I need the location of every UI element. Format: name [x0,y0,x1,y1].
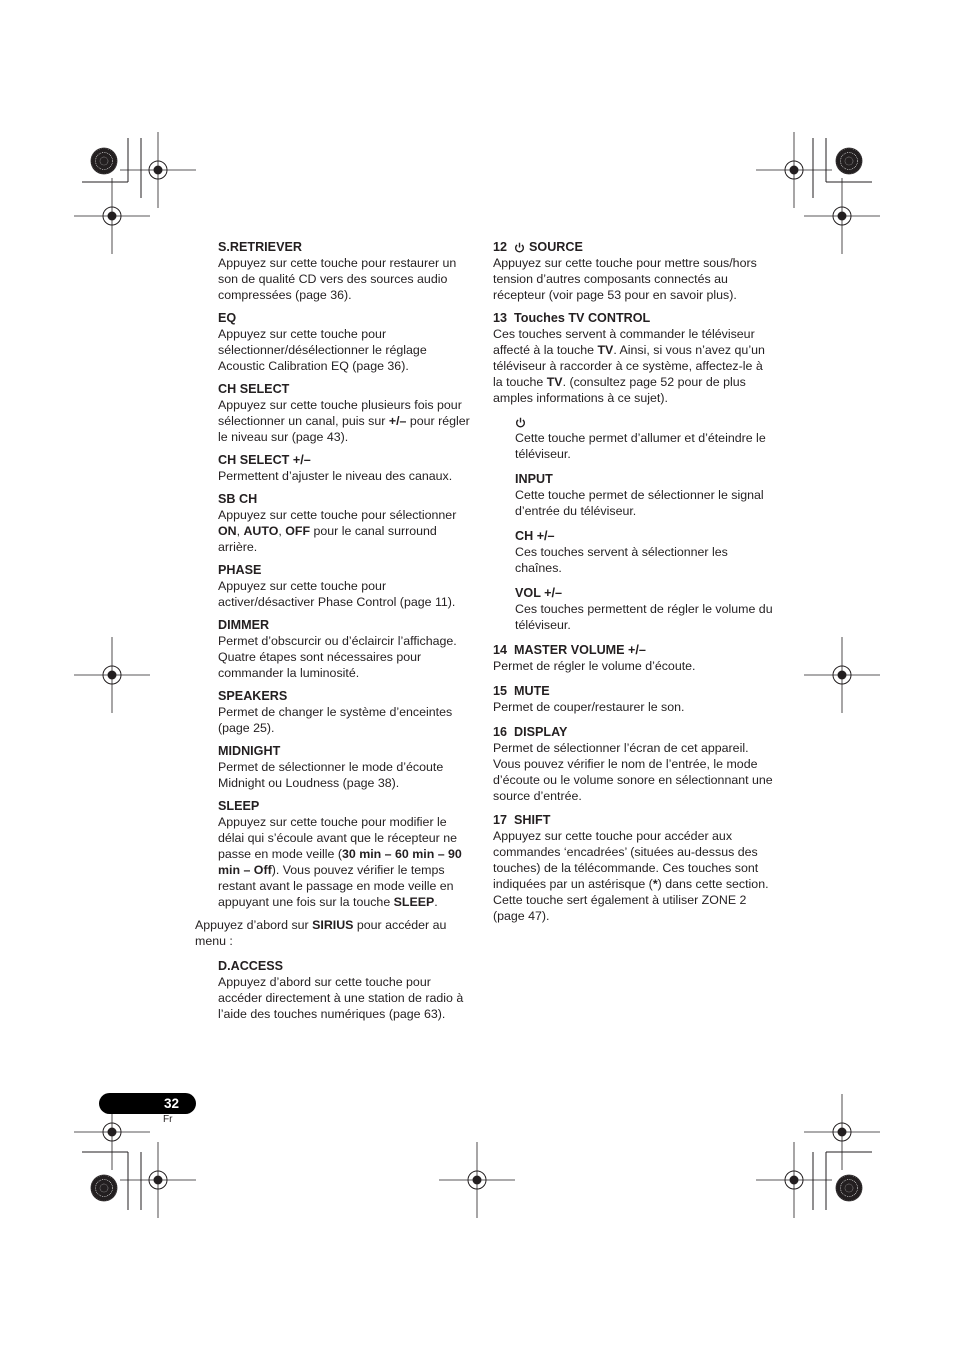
page-number-badge [99,1093,196,1114]
entry-text: Cette touche permet de sélectionner le signal d’entrée du téléviseur. [515,488,764,518]
entry-text: Appuyez sur cette touche pour sélectionner ON, AUTO, OFF pour le canal surround arrière. [218,508,457,554]
entry-ch-select-plus-minus [218,452,472,484]
entry-title: VOL +/– [515,586,563,600]
entry-title: CH +/– [515,529,555,543]
entry-title: 13 Touches TV CONTROL [493,311,651,325]
entry-text: Appuyez sur cette touche pour sélectionner/désélectionner le réglage Acoustic Calibration EQ (page 36). [218,327,427,373]
entry-text: Appuyez sur cette touche plusieurs fois pour sélectionner un canal, puis sur +/– pour régler le niveau sur (page 43). [218,398,470,444]
entry-title: 17 SHIFT [493,813,551,827]
entry-title: DIMMER [218,618,270,632]
entry-text: Cette touche permet d’allumer et d’éteindre le téléviseur. [515,431,766,461]
entry-text: Appuyez d’abord sur cette touche pour accéder directement à une station de radio à l’aide des touches numériques (page 63). [218,975,464,1021]
entry-title: PHASE [218,563,262,577]
entry-title: 14 MASTER VOLUME +/– [493,643,646,657]
entry-tv-input [515,471,773,519]
entry-title: SPEAKERS [218,689,288,703]
entry-text: Ces touches permettent de régler le volume du téléviseur. [515,602,773,632]
entry-title: 15 MUTE [493,684,550,698]
entry-title: SB CH [218,492,258,506]
entry-text: Ces touches servent à sélectionner les chaînes. [515,545,728,575]
entry-text: Permet de changer le système d’enceintes (page 25). [218,705,453,735]
entry-tv-vol [515,585,773,633]
entry-text: Permet de sélectionner le mode d’écoute Midnight ou Loudness (page 38). [218,760,444,790]
entry-text: Appuyez sur cette touche pour activer/désactiver Phase Control (page 11). [218,579,456,609]
entry-text: Appuyez sur cette touche pour restaurer un son de qualité CD vers des sources audio compressées (page 36). [218,256,457,302]
sirius-note: Appuyez d’abord sur SIRIUS pour accéder au menu : [195,918,447,948]
entry-title: D.ACCESS [218,959,284,973]
entry-speakers [218,688,472,736]
page-number: 32 [163,1096,179,1111]
entry-midnight [218,743,472,791]
left-column [195,239,472,1029]
entry-title: EQ [218,311,237,325]
entry-sleep [218,798,472,910]
right-column [493,239,773,931]
entry-s-retriever [218,239,472,303]
entry-dimmer [218,617,472,681]
entry-shift [493,812,773,924]
entry-display [493,724,773,804]
entry-mute [493,683,773,715]
entry-title: CH SELECT +/– [218,453,311,467]
entry-text: Ces touches servent à commander le téléviseur affecté à la touche TV. Ainsi, si vous n’avez qu’un téléviseur à raccorder à ce système, affectez-le à la touche TV. (consultez page 52 pour de plus amples informations à ce sujet). [493,327,765,405]
entry-text-2: Cette touche sert également à utiliser ZONE 2 (page 47). [493,893,747,923]
entry-sb-ch [218,491,472,555]
entry-title [515,414,773,430]
entry-title: 12 SOURCE [493,240,583,254]
language-code: Fr [163,1114,173,1125]
entry-text: Permettent d’ajuster le niveau des canaux. [218,469,453,483]
entry-text: Permet de régler le volume d’écoute. [493,659,696,673]
entry-eq [218,310,472,374]
entry-text: Appuyez sur cette touche pour modifier le délai qui s’écoule avant que le récepteur ne passe en mode veille (30 min – 60 min – 90 min – Off). Vous pouvez vérifier le temps restant avant le passage en mode veille en appuyant une fois sur la touche SLEEP. [218,815,462,909]
entry-ch-select [218,381,472,445]
entry-title: S.RETRIEVER [218,240,302,254]
entry-title: INPUT [515,472,553,486]
entry-phase [218,562,472,610]
entry-tv-control [493,310,773,406]
entry-title: MIDNIGHT [218,744,281,758]
entry-master-volume [493,642,773,674]
entry-text: Permet d’obscurcir ou d’éclaircir l’affichage. Quatre étapes sont nécessaires pour commander la luminosité. [218,634,457,680]
entry-title: 16 DISPLAY [493,725,568,739]
entry-title: SLEEP [218,799,260,813]
entry-text: Appuyez sur cette touche pour accéder aux commandes ‘encadrées’ (situées au-dessus des touches) de la télécommande. Ces touches sont indiquées par un astérisque (*) dans cette section. [493,829,769,891]
entry-source [493,239,773,303]
entry-tv-power [515,414,773,462]
entry-text: Appuyez sur cette touche pour mettre sous/hors tension d’autres composants connectés au récepteur (voir page 53 pour en savoir plus). [493,256,757,302]
power-icon [515,417,526,428]
entry-text: Permet de sélectionner l’écran de cet appareil. Vous pouvez vérifier le nom de l’entrée, le mode d’écoute ou le volume sonore en sélectionnant une source d’entrée. [493,741,773,803]
entry-d-access [218,958,472,1022]
power-icon [514,242,525,253]
entry-title: CH SELECT [218,382,290,396]
entry-tv-ch [515,528,773,576]
entry-text: Permet de couper/restaurer le son. [493,700,685,714]
